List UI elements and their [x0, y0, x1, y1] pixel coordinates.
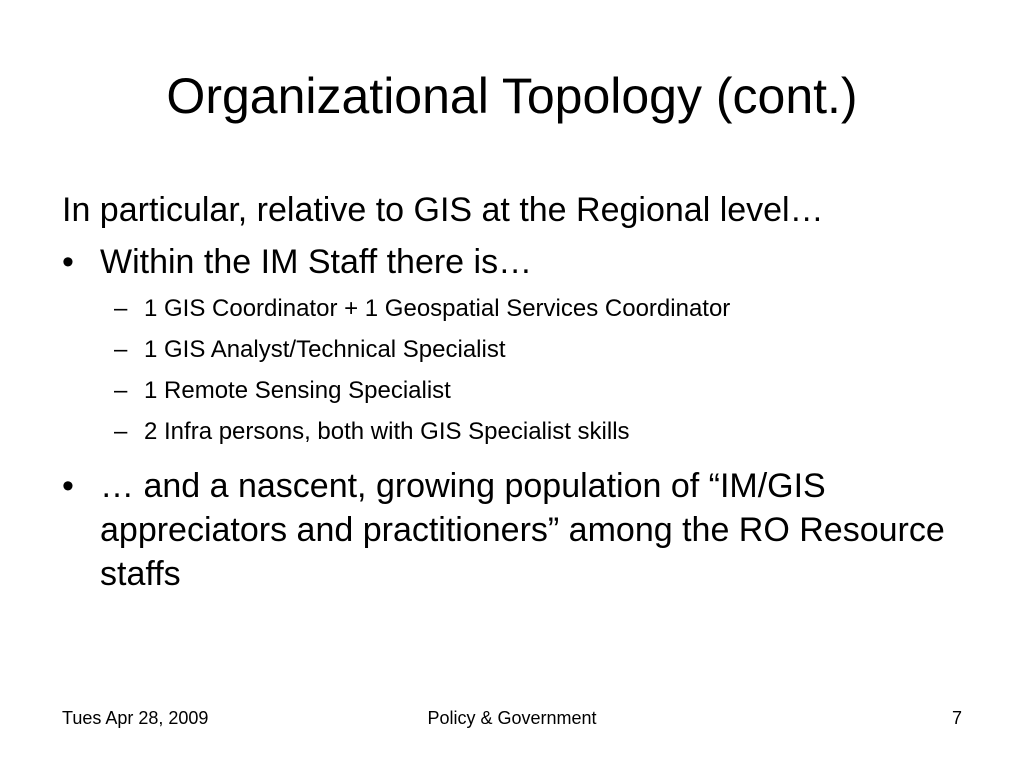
- bullet-mark: •: [62, 243, 74, 281]
- footer-date: Tues Apr 28, 2009: [62, 708, 209, 728]
- slide-content: [62, 186, 982, 600]
- bullet-mark: •: [62, 467, 74, 505]
- intro-text: In particular, relative to GIS at the Regional level…: [62, 191, 824, 229]
- sub-item-text: 2 Infra persons, both with GIS Specialist skills: [144, 418, 630, 445]
- bullet-item: [62, 240, 982, 284]
- bullet-item: [62, 464, 982, 596]
- sub-list: [114, 288, 982, 452]
- dash-mark: –: [114, 336, 128, 363]
- sub-item-text: 1 Remote Sensing Specialist: [144, 377, 451, 404]
- dash-mark: –: [114, 377, 128, 404]
- bullet-text: Within the IM Staff there is…: [100, 243, 533, 281]
- footer-center-text: Policy & Government: [427, 708, 597, 728]
- bullet-text: … and a nascent, growing population of “IM/GIS appreciators and practitioners” among the RO Resource staffs: [100, 467, 945, 593]
- page-number: 7: [951, 708, 962, 728]
- dash-mark: –: [114, 418, 128, 445]
- sub-item: [114, 288, 982, 329]
- sub-item-text: 1 GIS Analyst/Technical Specialist: [144, 336, 506, 363]
- slide-title: Organizational Topology (cont.): [166, 68, 858, 124]
- dash-mark: –: [114, 295, 128, 322]
- sub-item: [114, 411, 982, 452]
- sub-item-text: 1 GIS Coordinator + 1 Geospatial Services Coordinator: [144, 295, 731, 322]
- sub-item: [114, 329, 982, 370]
- sub-item: [114, 370, 982, 411]
